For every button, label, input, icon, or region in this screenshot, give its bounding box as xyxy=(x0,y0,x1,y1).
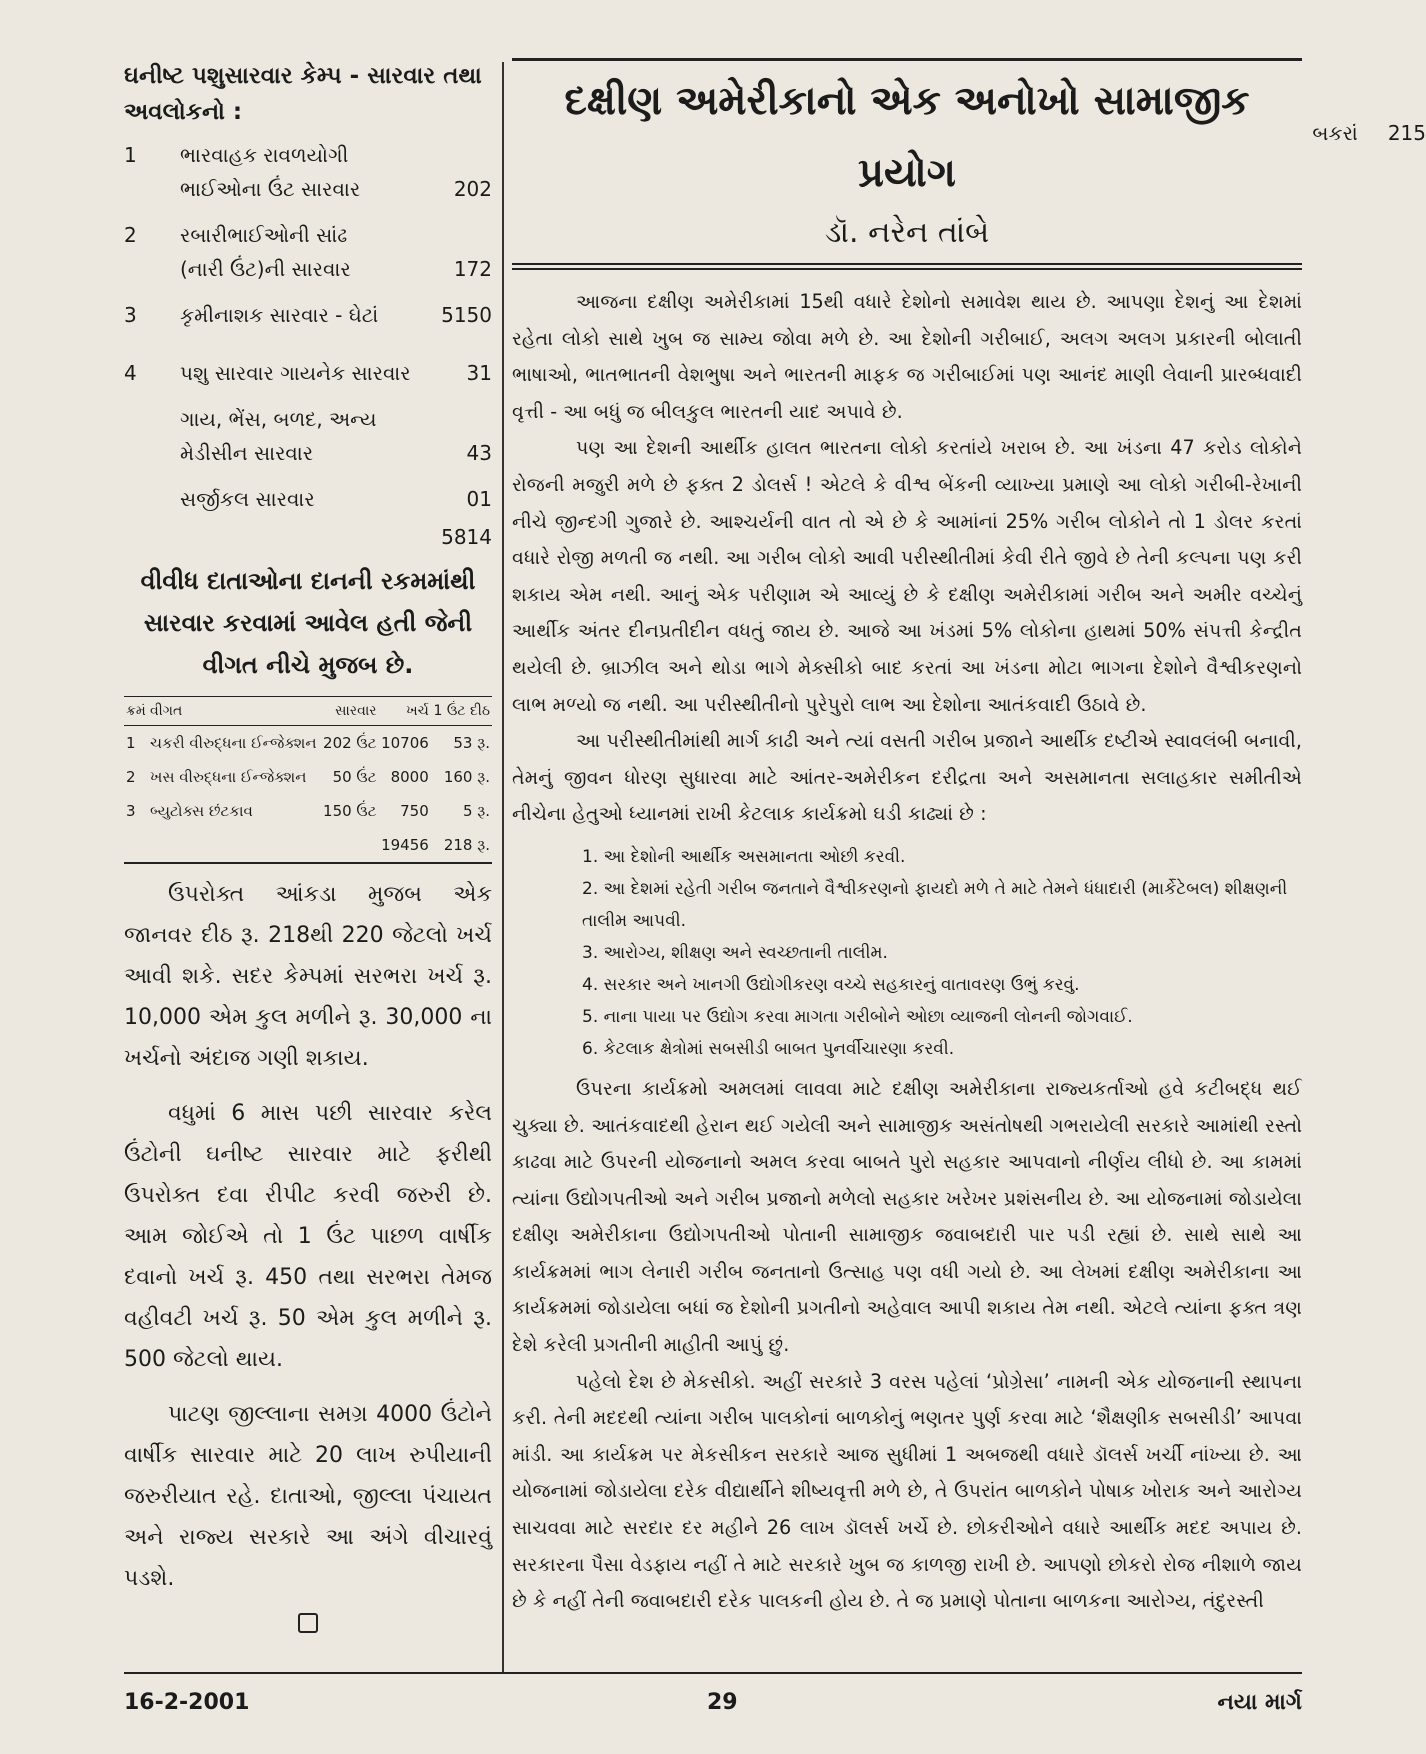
list-item: 4. સરકાર અને ખાનગી ઉદ્યોગીકરણ વચ્ચે સહકારનું વાતાવરણ ઉભું કરવું. xyxy=(582,974,1080,995)
article-author: ડૉ. નરેન તાંબે xyxy=(824,215,990,250)
column-divider xyxy=(502,62,504,1672)
paragraph: પાટણ જીલ્લાના સમગ્ર 4000 ઉંટોને વાર્ષીક સારવાર માટે 20 લાખ રુપીયાની જરુરીયાત રહે. દાતાઓ, જીલ્લા પંચાયત અને રાજ્ય સરકારે આ અંગે વીચારવું પડશે. xyxy=(124,1402,492,1591)
donor-table xyxy=(124,696,492,864)
table-header-row: ક્રમં વીગત સારવાર ખર્ચ 1 ઉંટ દીઠ xyxy=(124,697,492,726)
table-row: 1 ચકરી વીરુદ્ધના ઈન્જેક્શન 202 ઉંટ 10706 53 રૂ. xyxy=(126,734,490,752)
article-title: દક્ષીણ અમેરીકાનો એક અનોખો સામાજીક પ્રયોગ xyxy=(564,78,1250,196)
paragraph: ઉપરના કાર્યક્રમો અમલમાં લાવવા માટે દક્ષીણ અમેરીકાના રાજ્યકર્તાઓ હવે કટીબદ્ધ થઈ ચુક્યા છે. આતંકવાદથી હેરાન થઈ ગયેલી અને સામાજીક અસંતોષથી ગભરાયેલી સરકારે આમાંથી રસ્તો કાઢવા માટે ઉપરની યોજનાનો અમલ કરવા બાબતે પુરો સહકાર આપવાનો નીર્ણય લીધો છે. આ કામમાં ત્યાંના ઉદ્યોગપતીઓ અને ગરીબ પ્રજાનો મળેલો સહકાર ખરેખર પ્રશંસનીય છે. આ યોજનામાં જોડાયેલા દક્ષીણ અમેરીકાના ઉદ્યોગપતીઓ પોતાની સામાજીક જવાબદારી પાર પડી રહ્યાં છે. સાથે સાથે આ કાર્યક્રમમાં ભાગ લેનારી ગરીબ જનતાનો ઉત્સાહ પણ વધી ગયો છે. આ લેખમાં દક્ષીણ અમેરીકાના આ કાર્યક્રમમાં જોડાયેલા બધાં જ દેશોની પ્રગતીનો અહેવાલ આપી શકાય તેમ નથી. એટલે ત્યાંના ફક્ત ત્રણ દેશે કરેલી પ્રગતીની માહીતી આપું છું. xyxy=(512,1076,1302,1357)
page-number: 29 xyxy=(707,1690,738,1715)
list-item: 4 પશુ સારવાર ગાયનેક સારવાર 31 ગાય, ભેંસ, બળદ, અન્ય મેડીસીન સારવાર 43 સર્જીકલ સારવાર 01 xyxy=(124,361,492,511)
objectives-list xyxy=(512,841,1302,1065)
list-item: 3 કૃમીનાશક સારવાર - ઘેટાં 5150 બકરાં 215 xyxy=(124,121,1426,327)
article-body xyxy=(512,284,1302,1620)
list-item: 5. નાના પાયા પર ઉદ્યોગ કરવા માગતા ગરીબોને ઓછા વ્યાજની લોનની જોગવાઈ. xyxy=(582,1006,1133,1027)
article xyxy=(512,58,1302,1620)
table-row: 3 બ્યુટોક્સ છંટકાવ 150 ઉંટ 750 5 રૂ. xyxy=(126,802,490,820)
list-item: 1. આ દેશોની આર્થીક અસમાનતા ઓછી કરવી. xyxy=(582,846,906,867)
left-paragraphs xyxy=(124,874,492,1599)
paragraph: આજના દક્ષીણ અમેરીકામાં 15થી વધારે દેશોનો સમાવેશ થાય છે. આપણા દેશનું આ દેશમાં રહેતા લોકો સાથે ખુબ જ સામ્ય જોવા મળે છે. આ દેશોની ગરીબાઈ, અલગ અલગ પ્રકારની બોલાતી ભાષાઓ, ભાતભાતની વેશભુષા અને ભારતની માફક જ ગરીબાઈમાં પણ આનંદ માણી લેવાની પ્રારબ્ધવાદી વૃત્તી - આ બધું જ બીલકુલ ભારતની યાદ અપાવે છે. xyxy=(512,290,1302,423)
title-rule xyxy=(512,263,1302,270)
publication-name: નયા માર્ગ xyxy=(1217,1690,1302,1715)
list-item: 2. આ દેશમાં રહેતી ગરીબ જનતાને વૈશ્વીકરણનો ફાયદો મળે તે માટે તેમને ધંધાદારી (માર્કેટેબલ) શીક્ષણની તાલીમ આપવી. xyxy=(582,878,1288,931)
paragraph: પણ આ દેશની આર્થીક હાલત ભારતના લોકો કરતાંયે ખરાબ છે. આ ખંડના 47 કરોડ લોકોને રોજની મજુરી મળે છે ફક્ત 2 ડોલર્સ ! એટલે કે વીશ્વ બેંકની વ્યાખ્યા પ્રમાણે આ લોકો ગરીબી-રેખાની નીચે જીન્દગી ગુજારે છે. આશ્ચર્યની વાત તો એ છે કે આમાંનાં 25% ગરીબ લોકોને તો 1 ડોલર કરતાં વધારે રોજી મળતી જ નથી. આ ગરીબ લોકો આવી પરીસ્થીતીમાં કેવી રીતે જીવે છે તેની કલ્પના પણ કરી શકાય એમ નથી. આનું એક પરીણામ એ આવ્યું છે કે દક્ષીણ અમેરીકામાં ગરીબ અને અમીર વચ્ચેનું આર્થીક અંતર દીનપ્રતીદીન વધતું જાય છે. આજે આ ખંડમાં 5% લોકોના હાથમાં 50% સંપત્તી કેન્દ્રીત થયેલી છે. બ્રાઝીલ અને થોડા ભાગે મેક્સીકો બાદ કરતાં આ ખંડના મોટા ભાગના દેશોને વૈશ્વીકરણનો લાભ મળ્યો જ નથી. આ પરીસ્થીતીનો પુરેપુરો લાભ આ દેશોના આતંકવાદી ઉઠાવે છે. xyxy=(512,436,1302,716)
paragraph: ઉપરોક્ત આંકડા મુજબ એક જાનવર દીઠ રૂ. 218થી 220 જેટલો ખર્ચ આવી શકે. સદર કેમ્પમાં સરભરા ખર્ચ રૂ. 10,000 એમ કુલ મળીને રૂ. 30,000 ના ખર્ચનો અંદાજ ગણી શકાય. xyxy=(124,882,492,1071)
top-rule xyxy=(512,58,1302,61)
footer-date: 16-2-2001 xyxy=(124,1690,250,1715)
table-row: 2 ખસ વીરુદ્ધના ઈન્જેક્શન 50 ઉંટ 8000 160 રૂ. xyxy=(126,768,490,786)
camp-heading: ઘનીષ્ટ પશુસારવાર કેમ્પ - સારવાર તથા અવલોકનો : xyxy=(124,63,482,125)
end-mark-icon xyxy=(298,1613,318,1633)
table-total-row: 19456 218 રૂ. xyxy=(124,828,492,863)
camp-total: 5814 xyxy=(441,525,492,549)
list-item: 1 ભારવાહક રાવળયોગી ભાઈઓના ઉંટ સારવાર 202 xyxy=(124,143,492,201)
list-item: 2 રબારીભાઈઓની સાંઢ (નારી ઉંટ)ની સારવાર 172 xyxy=(124,223,492,281)
list-item: 6. કેટલાક ક્ષેત્રોમાં સબસીડી બાબત પુનર્વીચારણા કરવી. xyxy=(582,1038,955,1059)
paragraph: વધુમાં 6 માસ પછી સારવાર કરેલ ઉંટોની ઘનીષ્ટ સારવાર માટે ફરીથી ઉપરોક્ત દવા રીપીટ કરવી જરુરી છે. આમ જોઈએ તો 1 ઉંટ પાછળ વાર્ષીક દવાનો ખર્ચ રૂ. 450 તથા સરભરા તેમજ વહીવટી ખર્ચ રૂ. 50 એમ કુલ મળીને રૂ. 500 જેટલો થાય. xyxy=(124,1101,492,1372)
paragraph: પહેલો દેશ છે મેકસીકો. અહીં સરકારે 3 વરસ પહેલાં ‘પ્રોગ્રેસા’ નામની એક યોજનાની સ્થાપના કરી. તેની મદદથી ત્યાંના ગરીબ પાલકોનાં બાળકોનું ભણતર પુર્ણ કરવા માટે ‘શૈક્ષણીક સબસીડી’ આપવા માંડી. આ કાર્યક્રમ પર મેકસીકન સરકારે આજ સુધીમાં 1 અબજથી વધારે ડૉલર્સ ખર્ચી નાંખ્યા છે. આ યોજનામાં જોડાયેલા દરેક વીદ્યાર્થીને શીષ્યવૃત્તી મળે છે, તે ઉપરાંત બાળકોને પોષાક ખોરાક અને આરોગ્ય સાચવવા માટે સરદાર દર મહીને 26 લાખ ડૉલર્સ ખર્ચે છે. છોકરીઓને વધારે આર્થીક મદદ અપાય છે. સરકારના પૈસા વેડફાય નહીં તે માટે સરકારે ખુબ જ કાળજી રાખી છે. આપણો છોકરો રોજ નીશાળે જાય છે કે નહીં તેની જવાબદારી દરેક પાલકની હોય છે. તે જ પ્રમાણે પોતાના બાળકના આરોગ્ય, તંદુરસ્તી xyxy=(512,1369,1302,1613)
list-item: 3. આરોગ્ય, શીક્ષણ અને સ્વચ્છતાની તાલીમ. xyxy=(582,942,888,963)
paragraph: આ પરીસ્થીતીમાંથી માર્ગ કાઢી અને ત્યાં વસતી ગરીબ પ્રજાને આર્થીક દષ્ટીએ સ્વાવલંબી બનાવી, તેમનું જીવન ધોરણ સુધારવા માટે આંતર-અમેરીકન દરીદ્રતા અને અસમાનતા સલાહકાર સમીતીએ નીચેના હેતુઓ ધ્યાનમાં રાખી કેટલાક કાર્યક્રમો ઘડી કાઢ્યાં છે : xyxy=(512,729,1302,826)
page-footer xyxy=(124,1672,1302,1714)
donor-heading: વીવીધ દાતાઓના દાનની રકમમાંથી સારવાર કરવામાં આવેલ હતી જેની વીગત નીચે મુજબ છે. xyxy=(140,567,476,679)
